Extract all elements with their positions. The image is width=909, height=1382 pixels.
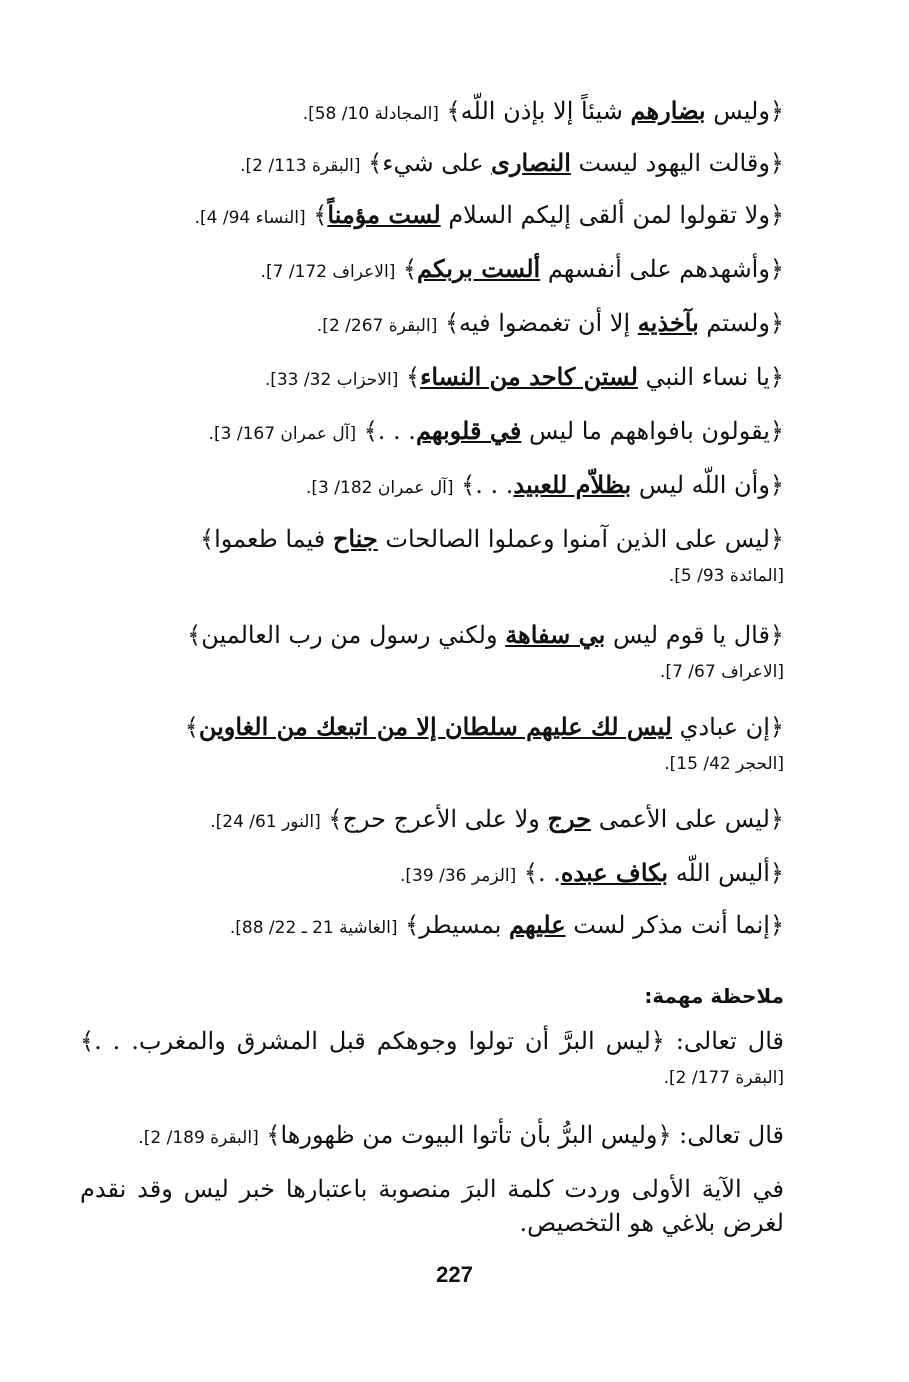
verse-paragraph: ﴿قال يا قوم ليس بي سفاهة ولكني رسول من رب العالمين﴾ [الاعراف 67/ 7]. — [187, 620, 784, 682]
verse-line: ﴿يقولون بافواههم ما ليس في قلوبهم. . .﴾ [آل عمران 167/ 3]. — [208, 416, 784, 445]
note-paragraph: قال تعالى: ﴿ليس البرَّ أن تولوا وجوهكم قبل المشرق والمغرب. . .﴾ [البقرة 177/ 2]. — [80, 1027, 784, 1088]
verse-line: ﴿وقالت اليهود ليست النصارى على شيء﴾ [البقرة 113/ 2]. — [240, 148, 784, 177]
note-heading: ملاحظة مهمة: — [644, 984, 784, 1008]
verse-line: ﴿ليس على الأعمى حرج ولا على الأعرج حرج﴾ [النور 61/ 24]. — [210, 804, 784, 833]
verse-paragraph: ﴿إن عبادي ليس لك عليهم سلطان إلا من اتبعك من الغاوين﴾ [الحجر 42/ 15]. — [184, 712, 784, 774]
note-paragraph: قال تعالى: ﴿وليس البرُّ بأن تأتوا البيوت من ظهورها﴾ [البقرة 189/ 2]. — [138, 1121, 784, 1149]
verse-line: ﴿وليس بضارهم شيئاً إلا بإذن اللّه﴾ [المجادلة 10/ 58]. — [302, 96, 784, 125]
verse-line: ﴿وأن اللّه ليس بظلاّم للعبيد. . .﴾ [آل عمران 182/ 3]. — [306, 470, 784, 499]
verse-line: ﴿أليس اللّه بكاف عبده. .﴾ [الزمر 36/ 39]. — [399, 858, 784, 887]
verse-paragraph: ﴿ليس على الذين آمنوا وعملوا الصالحات جناح فيما طعموا﴾ [المائدة 93/ 5]. — [200, 524, 784, 586]
verse-line: ﴿إنما أنت مذكر لست عليهم بمسيطر﴾ [الغاشية 21 ـ 22/ 88]. — [229, 910, 784, 939]
note-paragraph: في الآية الأولى وردت كلمة البرَ منصوبة باعتبارها خبر ليس وقد نقدم لغرض بلاغي هو التخصيص. — [80, 1175, 784, 1237]
page-number: 227 — [436, 1262, 473, 1287]
verse-line: ﴿وأشهدهم على أنفسهم ألست بربكم﴾ [الاعراف 172/ 7]. — [260, 254, 784, 283]
verse-line: ﴿ولا تقولوا لمن ألقى إليكم السلام لست مؤمناً﴾ [النساء 94/ 4]. — [194, 200, 784, 229]
verse-line: ﴿يا نساء النبي لستن كاحد من النساء﴾ [الاحزاب 32/ 33]. — [264, 362, 784, 391]
verse-line: ﴿ولستم بآخذيه إلا أن تغمضوا فيه﴾ [البقرة 267/ 2]. — [316, 308, 784, 337]
